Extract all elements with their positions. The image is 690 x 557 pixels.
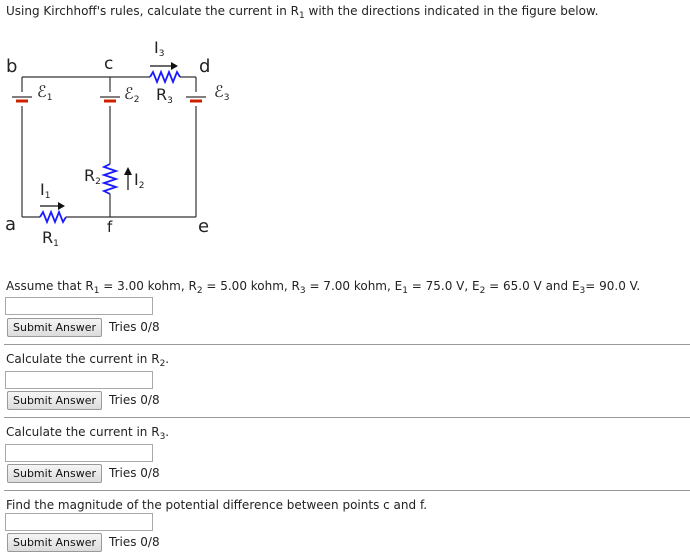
tries-counter-4: Tries 0/8 <box>109 535 160 549</box>
emf-3-symbol <box>186 92 206 106</box>
submit-answer-button-3[interactable]: Submit Answer <box>7 464 102 483</box>
resistor-2-label: $R_2$ <box>84 166 101 187</box>
submit-answer-button-4[interactable]: Submit Answer <box>7 533 102 552</box>
question-3: Calculate the current in $R_3$. <box>6 425 170 442</box>
resistor-3-symbol <box>150 72 180 82</box>
question-4: Find the magnitude of the potential difference between points c and f. <box>6 498 428 512</box>
intro-text: Using Kirchhoff's rules, calculate the current in R <box>6 4 299 18</box>
point-b-label: b <box>6 56 18 77</box>
tries-counter-3: Tries 0/8 <box>109 466 160 480</box>
point-e-label: e <box>198 216 210 237</box>
current-3-arrow <box>150 62 178 70</box>
emf-3-label: ℰ$_3$ <box>214 82 230 103</box>
answer-input-2[interactable] <box>5 371 153 389</box>
intro-text-end: with the directions indicated in the figure below. <box>304 4 599 18</box>
current-3-label: $I_3$ <box>154 38 165 59</box>
given-values: Assume that $R_1 = 3.00$ kohm, $R_2 = 5.00$ kohm, $R_3 = 7.00$ kohm, $E_1 = 75.0$ V, $E_2 = 65.0$ V and $E_3= 90.0$ V. <box>6 279 641 296</box>
tries-counter-1: Tries 0/8 <box>109 320 160 334</box>
emf-1-symbol <box>12 92 32 106</box>
intro-sub: 1 <box>298 11 305 21</box>
current-2-arrow <box>124 167 132 190</box>
resistor-1-symbol <box>40 212 66 222</box>
answer-input-1[interactable] <box>5 297 153 315</box>
emf-1-label: ℰ$_1$ <box>37 82 53 103</box>
divider-2 <box>4 417 690 418</box>
resistor-2-symbol <box>104 164 116 194</box>
emf-2-symbol <box>100 92 120 106</box>
current-1-arrow <box>40 202 65 210</box>
point-c-label: c <box>104 54 114 74</box>
resistor-3-label: $R_3$ <box>156 85 173 106</box>
divider-1 <box>4 344 690 345</box>
current-2-label: $I_2$ <box>134 170 145 191</box>
answer-input-3[interactable] <box>5 444 153 462</box>
question-intro <box>6 4 599 21</box>
point-d-label: d <box>199 56 211 77</box>
divider-3 <box>4 490 690 491</box>
answer-input-4[interactable] <box>5 513 153 531</box>
point-f-label: f <box>107 218 113 236</box>
current-1-label: $I_1$ <box>40 180 51 201</box>
emf-2-label: ℰ$_2$ <box>124 84 140 105</box>
circuit-diagram <box>0 30 250 255</box>
submit-answer-button-1[interactable]: Submit Answer <box>7 318 102 337</box>
submit-answer-button-2[interactable]: Submit Answer <box>7 391 102 410</box>
point-a-label: a <box>5 214 17 235</box>
tries-counter-2: Tries 0/8 <box>109 393 160 407</box>
question-2: Calculate the current in $R_2$. <box>6 352 170 369</box>
resistor-1-label: $R_1$ <box>42 228 59 249</box>
